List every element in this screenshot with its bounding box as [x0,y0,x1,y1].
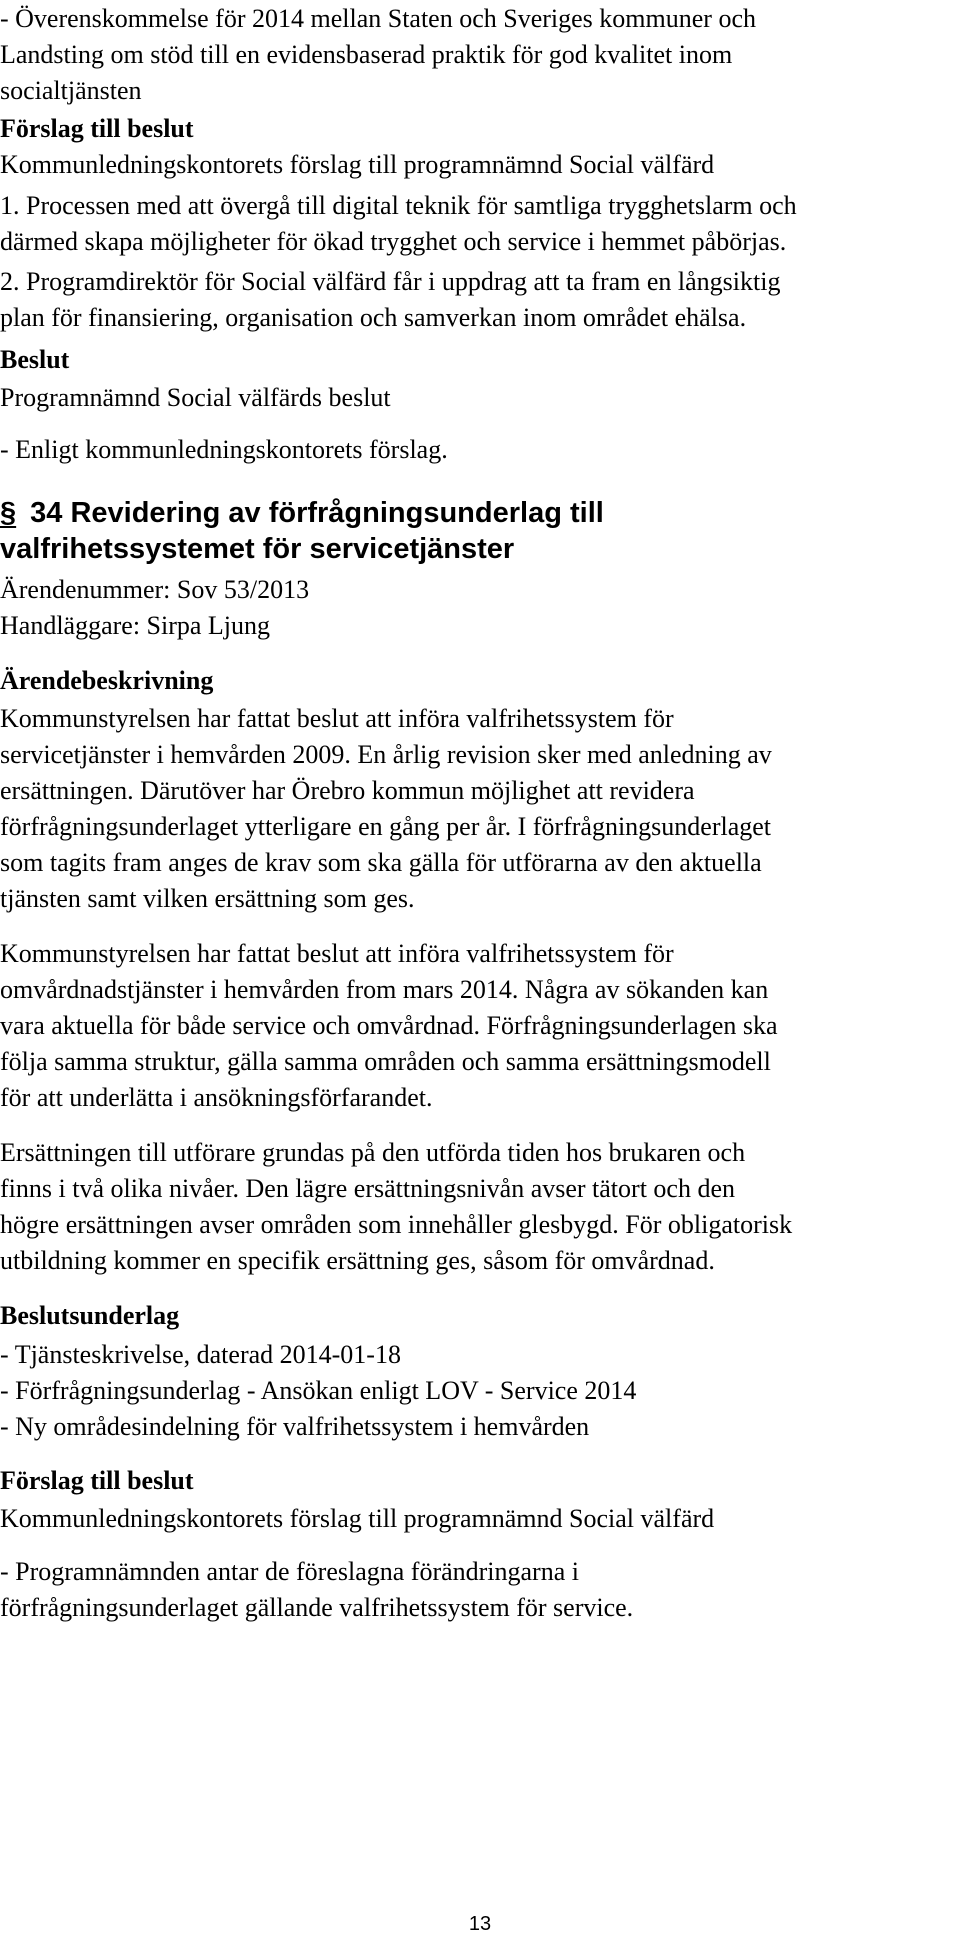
proposal-item-2: 2. Programdirektör för Social välfärd får i uppdrag att ta fram en långsiktig [0,267,781,296]
decision-text: - Enligt kommunledningskontorets förslag. [0,435,448,464]
basis-item: - Tjänsteskrivelse, daterad 2014-01-18 [0,1340,401,1369]
intro-line: socialtjänsten [0,76,142,105]
proposal-item-1-cont: därmed skapa möjligheter för ökad trygghet och service i hemmet påbörjas. [0,227,787,256]
case-number: Ärendenummer: Sov 53/2013 [0,575,310,604]
proposal-heading: Förslag till beslut [0,114,194,143]
basis-item: - Förfrågningsunderlag - Ansökan enligt LOV - Service 2014 [0,1376,637,1405]
proposal-item-1: 1. Processen med att övergå till digital teknik för samtliga trygghetslarm och [0,191,797,220]
decision-source: Programnämnd Social välfärds beslut [0,383,391,412]
paragraph-line: förfrågningsunderlaget ytterligare en gång per år. I förfrågningsunderlaget [0,812,772,841]
proposal-text: förfrågningsunderlaget gällande valfrihetssystem för service. [0,1593,634,1622]
section-title-line1: 34 Revidering av förfrågningsunderlag till [30,497,604,529]
section-symbol: § [0,497,17,529]
proposal-source: Kommunledningskontorets förslag till programnämnd Social välfärd [0,1504,715,1533]
basis-item: - Ny områdesindelning för valfrihetssystem i hemvården [0,1412,590,1441]
intro-line: - Överenskommelse för 2014 mellan Staten och Sveriges kommuner och [0,4,756,33]
paragraph-line: servicetjänster i hemvården 2009. En årlig revision sker med anledning av [0,740,772,769]
paragraph-line: följa samma struktur, gälla samma områden och samma ersättningsmodell [0,1047,771,1076]
section-title [0,496,604,530]
decision-heading: Beslut [0,345,70,374]
paragraph-line: Ersättningen till utförare grundas på den utförda tiden hos brukaren och [0,1138,746,1167]
section-title-line2: valfrihetssystemet för servicetjänster [0,533,515,565]
paragraph-line: högre ersättningen avser områden som innehåller glesbygd. För obligatorisk [0,1210,793,1239]
description-heading: Ärendebeskrivning [0,666,214,695]
page-number: 13 [468,1913,492,1935]
paragraph-line: omvårdnadstjänster i hemvården from mars 2014. Några av sökanden kan [0,975,769,1004]
paragraph-line: utbildning kommer en specifik ersättning ges, såsom för omvårdnad. [0,1246,715,1275]
proposal-source: Kommunledningskontorets förslag till programnämnd Social välfärd [0,150,715,179]
proposal-heading: Förslag till beslut [0,1466,194,1495]
proposal-item-2-cont: plan för finansiering, organisation och samverkan inom området ehälsa. [0,303,747,332]
basis-heading: Beslutsunderlag [0,1301,180,1330]
paragraph-line: finns i två olika nivåer. Den lägre ersättningsnivån avser tätort och den [0,1174,735,1203]
intro-line: Landsting om stöd till en evidensbaserad praktik för god kvalitet inom [0,40,733,69]
paragraph-line: tjänsten samt vilken ersättning som ges. [0,884,415,913]
proposal-text: - Programnämnden antar de föreslagna förändringarna i [0,1557,579,1586]
paragraph-line: Kommunstyrelsen har fattat beslut att införa valfrihetssystem för [0,939,674,968]
paragraph-line: Kommunstyrelsen har fattat beslut att införa valfrihetssystem för [0,704,674,733]
paragraph-line: vara aktuella för både service och omvårdnad. Förfrågningsunderlagen ska [0,1011,778,1040]
paragraph-line: för att underlätta i ansökningsförfarandet. [0,1083,433,1112]
paragraph-line: som tagits fram anges de krav som ska gälla för utförarna av den aktuella [0,848,762,877]
paragraph-line: ersättningen. Därutöver har Örebro kommun möjlighet att revidera [0,776,695,805]
case-officer: Handläggare: Sirpa Ljung [0,611,271,640]
